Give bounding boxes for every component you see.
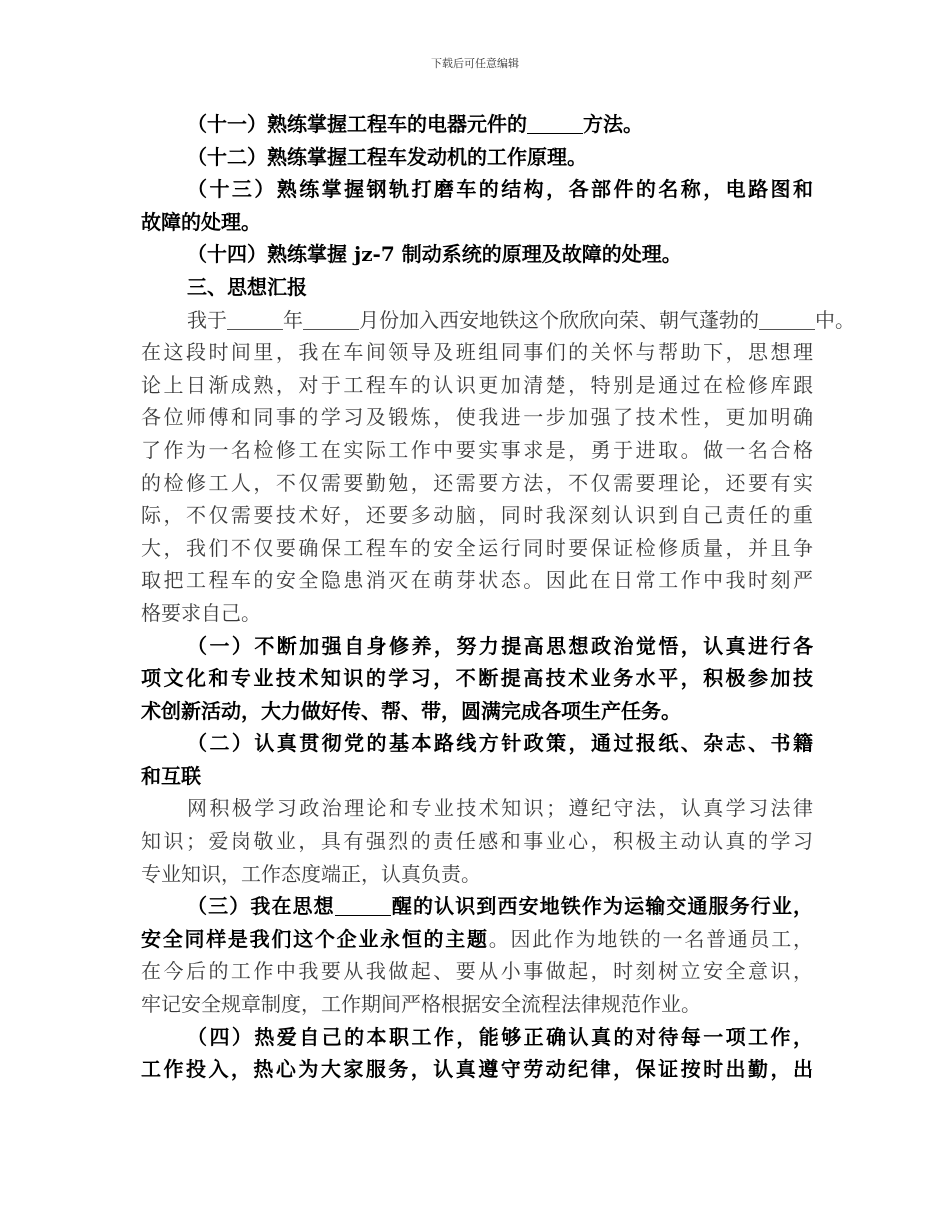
point-4-cont: 工作投入，热心为大家服务，认真遵守劳动纪律，保证按时出勤，出: [141, 1057, 813, 1082]
paragraph-line: 际，不仅需要技术好，还要多动脑，同时我深刻认识到自己责任的重: [141, 503, 813, 528]
point-3-cont: [141, 923, 813, 956]
point-2-cont: 和互联: [141, 763, 201, 788]
point-4: （四）热爱自己的本职工作，能够正确认真的对待每一项工作，: [187, 1024, 813, 1049]
item-13: （十三）熟练掌握钢轨打磨车的结构，各部件的名称，电路图和: [187, 177, 813, 202]
document-body: [141, 108, 855, 1086]
fill-blank: [759, 309, 815, 330]
point-1-cont: 项文化和专业技术知识的学习，不断提高技术业务水平，积极参加技: [141, 666, 813, 691]
fill-blank: [335, 895, 391, 916]
text-run: 我于: [187, 307, 227, 332]
paragraph-line: 牢记安全规章制度，工作期间严格根据安全流程法律规范作业。: [141, 992, 701, 1017]
text-run: 年: [283, 307, 303, 332]
item-11-text: （十一）熟练掌握工程车的电器元件的: [187, 112, 527, 136]
paragraph-line: 在今后的工作中我要从我做起、要从小事做起，时刻树立安全意识，: [141, 959, 813, 984]
fill-blank: [527, 113, 583, 134]
paragraph-line: 取把工程车的安全隐患消灭在萌芽状态。因此在日常工作中我时刻严: [141, 568, 813, 593]
text-run: 安全同样是我们这个企业永恒的主题: [141, 926, 489, 951]
text-run: 中。: [815, 307, 855, 332]
point-3: [141, 890, 813, 923]
point-2: （二）认真贯彻党的基本路线方针政策，通过报纸、杂志、书籍: [187, 731, 813, 756]
paragraph-line: 大，我们不仅要确保工程车的安全运行同时要保证检修质量，并且争: [141, 535, 813, 560]
item-14: （十四）熟练掌握 jz-7 制动系统的原理及故障的处理。: [187, 242, 682, 267]
text-run: 。因此作为地铁的一名普通员工，: [488, 926, 814, 951]
text-run: （三）我在思想: [187, 894, 335, 919]
section-heading: 三、思想汇报: [187, 274, 307, 299]
fill-blank: [227, 309, 283, 330]
paragraph-line: 知识；爱岗敬业，具有强烈的责任感和事业心，积极主动认真的学习: [141, 829, 813, 854]
item-11-text-end: 方法。: [583, 112, 643, 136]
paragraph-line: 网积极学习政治理论和专业技术知识；遵纪守法，认真学习法律: [187, 796, 813, 821]
paragraph-line: 专业知识，工作态度端正，认真负责。: [141, 861, 481, 886]
paragraph-line: 了作为一名检修工在实际工作中要实事求是，勇于进取。做一名合格: [141, 437, 813, 462]
point-1-cont: 术创新活动，大力做好传、帮、带，圆满完成各项生产任务。: [141, 698, 681, 723]
page-header: 下载后可任意编辑: [431, 57, 519, 70]
fill-blank: [303, 309, 359, 330]
paragraph-line: 的检修工人，不仅需要勤勉，还需要方法，不仅需要理论，还要有实: [141, 470, 813, 495]
paragraph-line: 格要求自己。: [141, 600, 261, 625]
paragraph-line: 在这段时间里，我在车间领导及班组同事们的关怀与帮助下，思想理: [141, 340, 813, 365]
point-1: （一）不断加强自身修养，努力提高思想政治觉悟，认真进行各: [187, 633, 813, 658]
text-run: 月份加入西安地铁这个欣欣向荣、朝气蓬勃的: [359, 307, 759, 332]
text-run: 醒的认识到西安地铁作为运输交通服务行业，: [390, 894, 814, 919]
item-12: （十二）熟练掌握工程车发动机的工作原理。: [187, 144, 587, 169]
paragraph-line: 各位师傅和同事的学习及锻炼，使我进一步加强了技术性，更加明确: [141, 405, 813, 430]
item-11: [141, 108, 813, 141]
paragraph-line: [141, 304, 855, 337]
item-13-cont: 故障的处理。: [141, 209, 261, 234]
paragraph-line: 论上日渐成熟，对于工程车的认识更加清楚，特别是通过在检修库跟: [141, 372, 813, 397]
